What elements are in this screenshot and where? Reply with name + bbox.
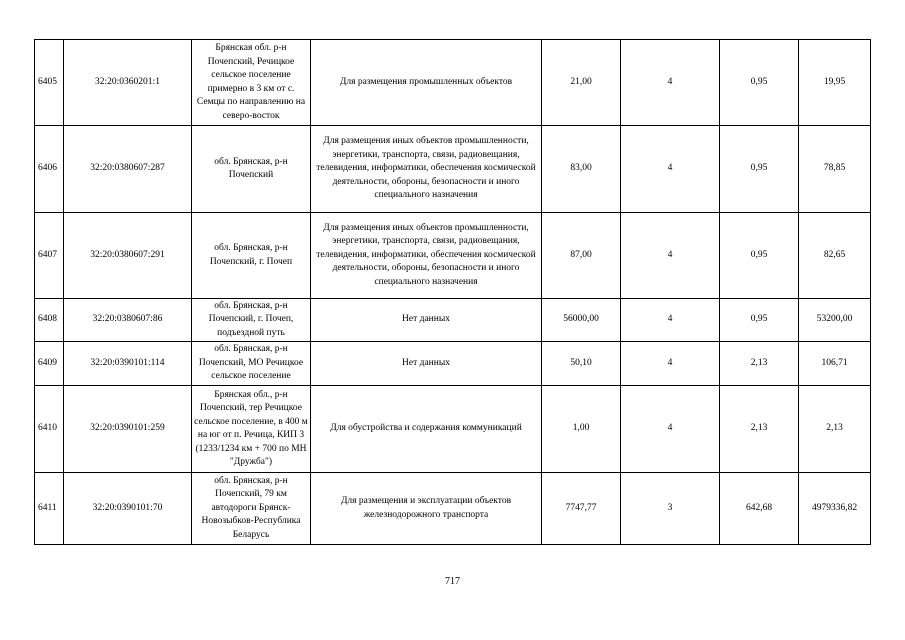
value-cell: 4979336,82 [799,473,871,545]
row-number: 6406 [35,126,64,213]
area-cell: 21,00 [542,40,621,126]
table-row [35,299,871,342]
coefficient-cell: 2,13 [720,386,799,473]
category-cell: 4 [621,386,720,473]
value-cell: 53200,00 [799,299,871,342]
area-cell: 1,00 [542,386,621,473]
area-cell: 56000,00 [542,299,621,342]
table-row [35,40,871,126]
permitted-use-cell: Для размещения иных объектов промышленности, энергетики, транспорта, связи, радиовещания, телевидения, информатики, обеспечения космической деятельности, обороны, безопасности и иного специального назначения [311,213,542,299]
table-row [35,342,871,386]
row-number: 6411 [35,473,64,545]
cadastral-number: 32:20:0380607:287 [64,126,192,213]
table-row [35,126,871,213]
coefficient-cell: 2,13 [720,342,799,386]
address-cell: Брянская обл. р-н Почепский, Речицкое сельское поселение примерно в 3 км от с. Семцы по направлению на северо-восток [192,40,311,126]
address-cell: обл. Брянская, р-н Почепский, г. Почеп, подъездной путь [192,299,311,342]
row-number: 6408 [35,299,64,342]
cadastral-number: 32:20:0390101:259 [64,386,192,473]
value-cell: 78,85 [799,126,871,213]
area-cell: 83,00 [542,126,621,213]
row-number: 6410 [35,386,64,473]
permitted-use-cell: Нет данных [311,299,542,342]
coefficient-cell: 0,95 [720,40,799,126]
permitted-use-cell: Для размещения иных объектов промышленности, энергетики, транспорта, связи, радиовещания, телевидения, информатики, обеспечения космической деятельности, обороны, безопасности и иного специального назначения [311,126,542,213]
permitted-use-cell: Для размещения и эксплуатации объектов железнодорожного транспорта [311,473,542,545]
address-cell: обл. Брянская, р-н Почепский, МО Речицкое сельское поселение [192,342,311,386]
value-cell: 2,13 [799,386,871,473]
area-cell: 50,10 [542,342,621,386]
table-row [35,213,871,299]
cadastral-number: 32:20:0380607:291 [64,213,192,299]
table-row [35,386,871,473]
cadastral-number: 32:20:0380607:86 [64,299,192,342]
cadastral-number: 32:20:0390101:70 [64,473,192,545]
category-cell: 4 [621,342,720,386]
category-cell: 4 [621,126,720,213]
value-cell: 19,95 [799,40,871,126]
land-table [34,39,871,545]
cadastral-number: 32:20:0390101:114 [64,342,192,386]
row-number: 6409 [35,342,64,386]
coefficient-cell: 642,68 [720,473,799,545]
coefficient-cell: 0,95 [720,126,799,213]
cadastral-number: 32:20:0360201:1 [64,40,192,126]
category-cell: 4 [621,213,720,299]
address-cell: обл. Брянская, р-н Почепский, 79 км автодороги Брянск-Новозыбков-Республика Беларусь [192,473,311,545]
category-cell: 3 [621,473,720,545]
permitted-use-cell: Для обустройства и содержания коммуникаций [311,386,542,473]
address-cell: Брянская обл., р-н Почепский, тер Речицкое сельское поселение, в 400 м на юг от п. Речица, КИП 3 (1233/1234 км + 700 по МН "Дружба") [192,386,311,473]
address-cell: обл. Брянская, р-н Почепский, г. Почеп [192,213,311,299]
permitted-use-cell: Нет данных [311,342,542,386]
row-number: 6405 [35,40,64,126]
row-number: 6407 [35,213,64,299]
coefficient-cell: 0,95 [720,213,799,299]
category-cell: 4 [621,40,720,126]
area-cell: 87,00 [542,213,621,299]
table-row [35,473,871,545]
coefficient-cell: 0,95 [720,299,799,342]
value-cell: 82,65 [799,213,871,299]
area-cell: 7747,77 [542,473,621,545]
address-cell: обл. Брянская, р-н Почепский [192,126,311,213]
page-number: 717 [445,576,460,587]
category-cell: 4 [621,299,720,342]
value-cell: 106,71 [799,342,871,386]
permitted-use-cell: Для размещения промышленных объектов [311,40,542,126]
